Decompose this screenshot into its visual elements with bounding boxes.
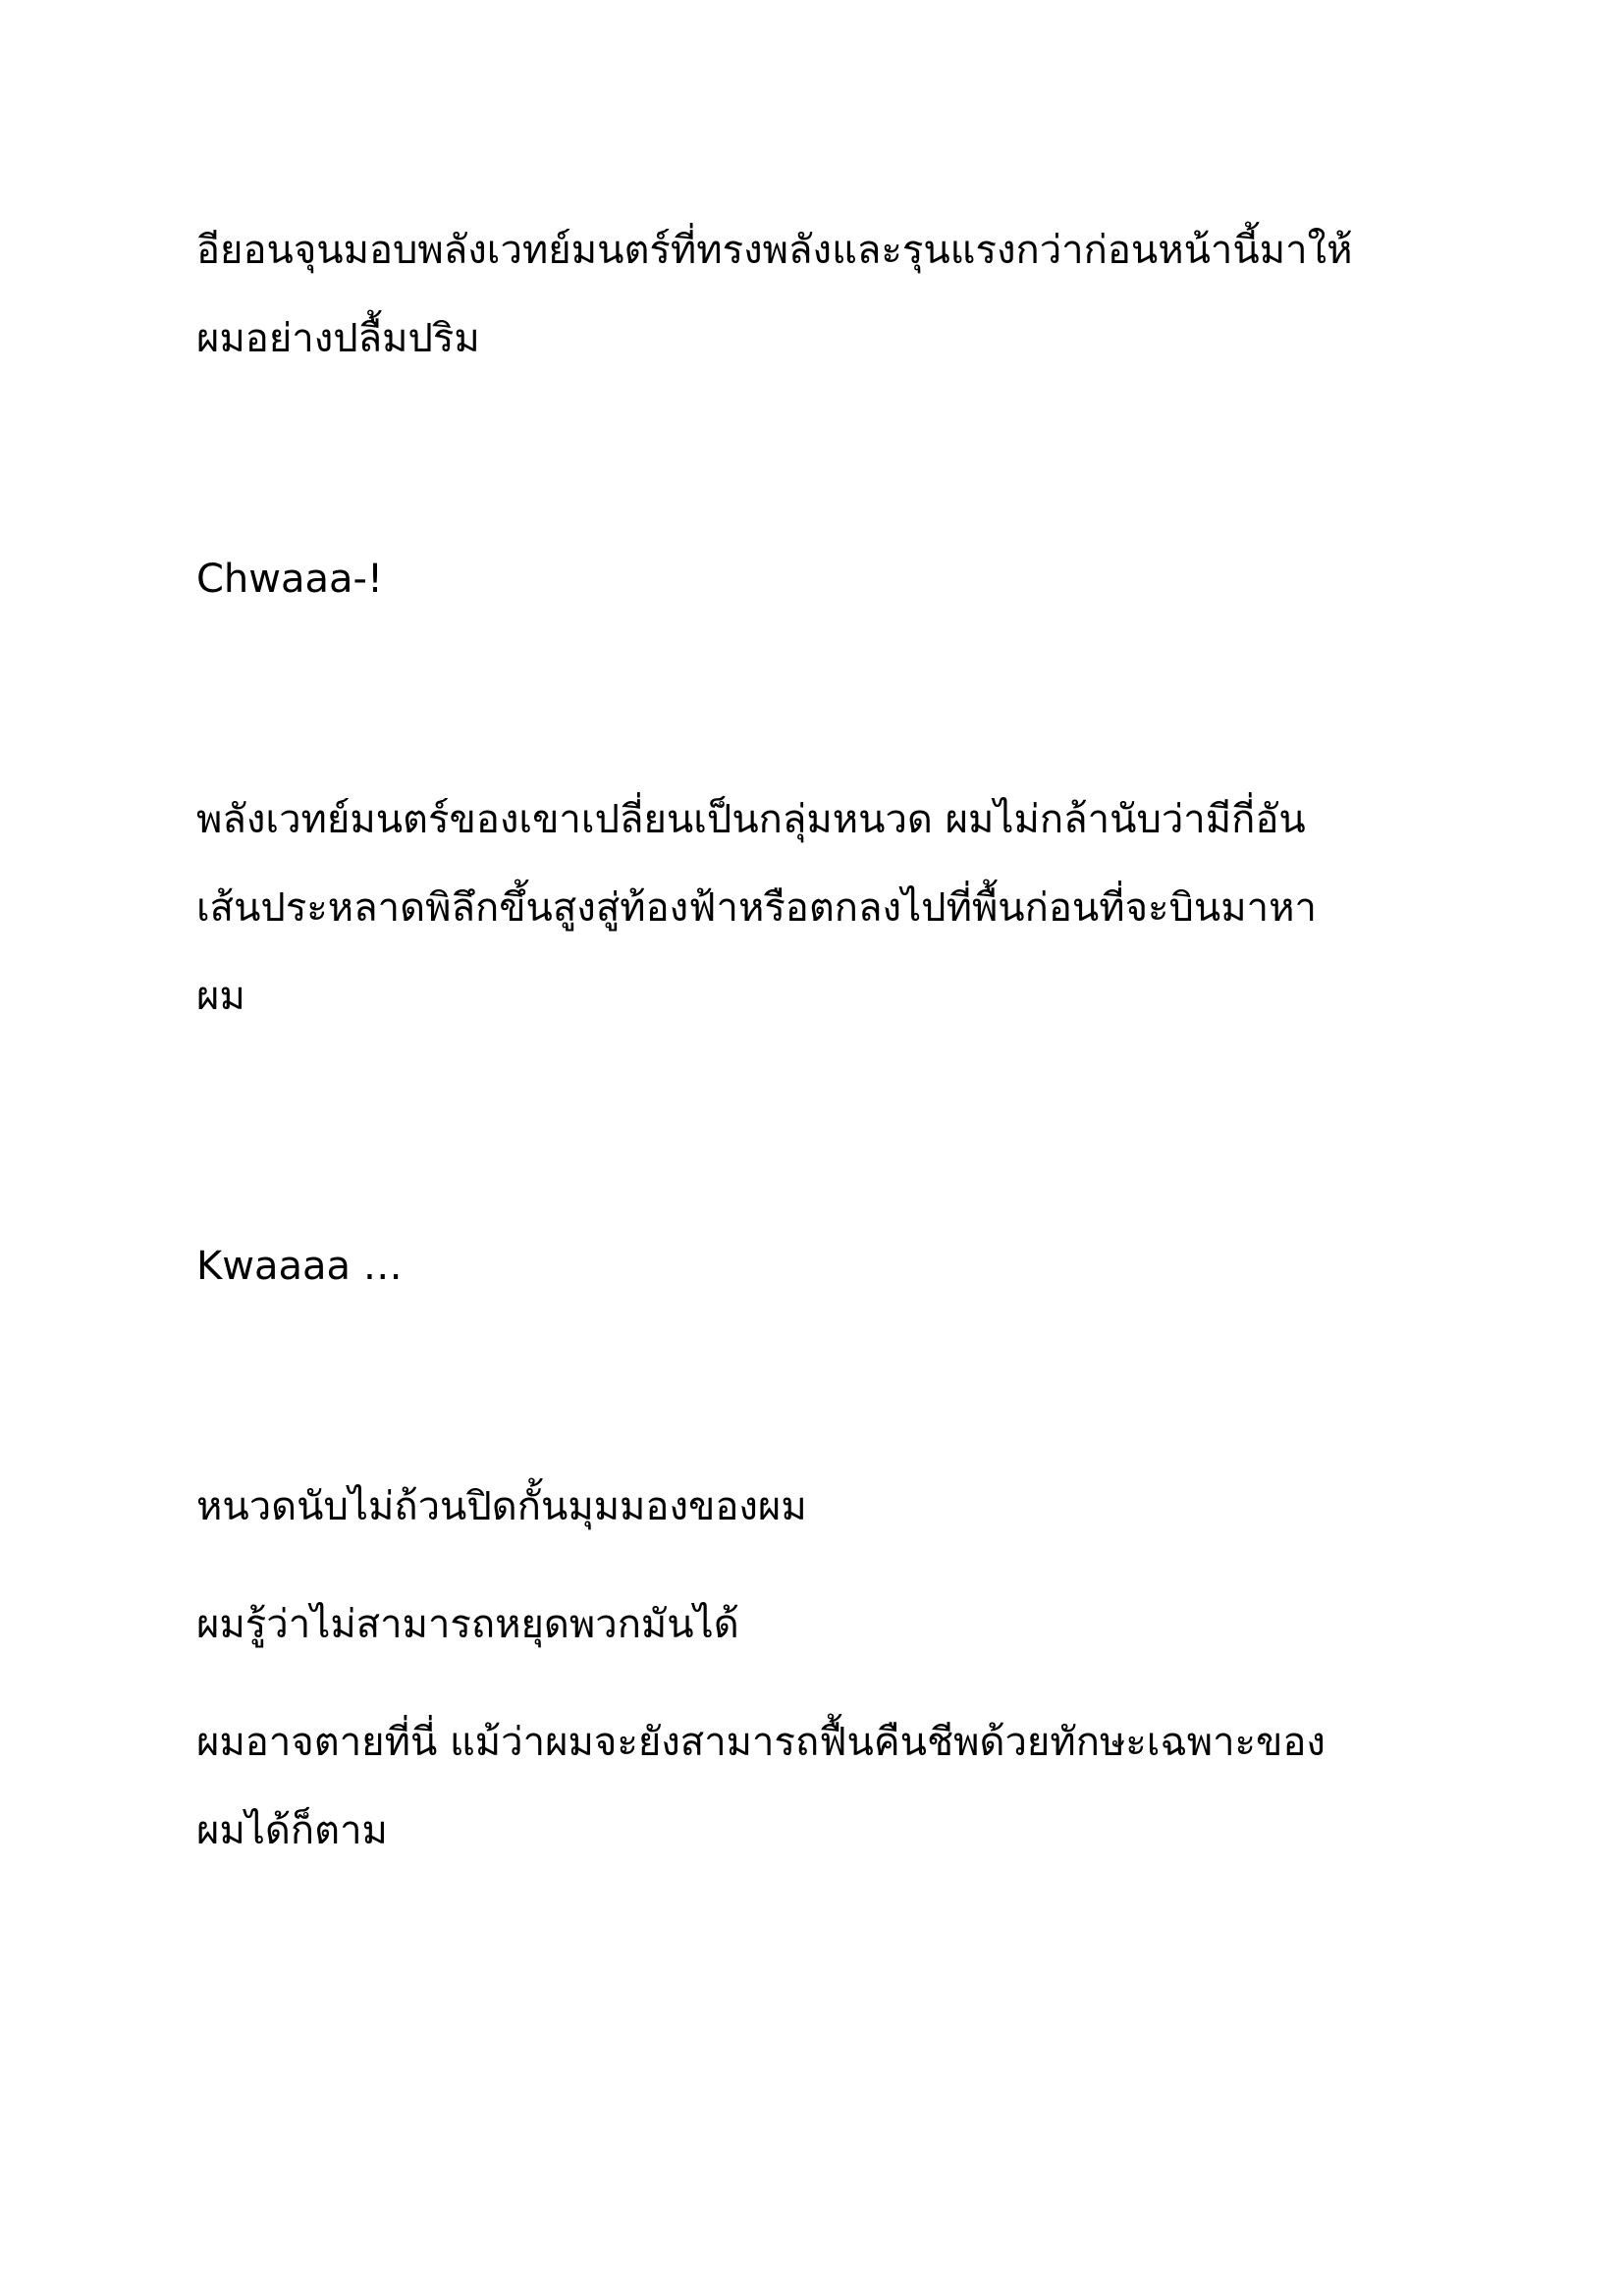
text-line: เส้นประหลาดพิลึกขึ้นสูงสู่ท้องฟ้าหรือตกลงไปที่พื้นก่อนที่จะบินมาหา (196, 885, 1317, 931)
text-line: หนวดนับไม่ถ้วนปิดกั้นมุมมองของผม (196, 1484, 807, 1529)
text-line: อียอนจุนมอบพลังเวทย์มนตร์ที่ทรงพลังและรุนแรงกว่าก่อนหน้านี้มาให้ (196, 228, 1353, 273)
text-line: Chwaaa-! (196, 557, 383, 602)
paragraph-1 (196, 206, 1473, 383)
text-line: Kwaaaa … (196, 1244, 403, 1289)
paragraph-7 (196, 1698, 1473, 1875)
paragraph-2 (196, 535, 1473, 623)
paragraph-3 (196, 775, 1473, 1041)
text-line: ผมอย่างปลื้มปริม (196, 316, 480, 361)
paragraph-5 (196, 1463, 1473, 1551)
text-line: ผมอาจตายที่นี่ แม้ว่าผมจะยังสามารถฟื้นคืนชีพด้วยทักษะเฉพาะของ (196, 1720, 1326, 1765)
paragraph-4 (196, 1222, 1473, 1310)
text-line: พลังเวทย์มนตร์ของเขาเปลี่ยนเป็นกลุ่มหนวด ผมไม่กล้านับว่ามีกี่อัน (196, 797, 1306, 842)
text-line: ผมได้ก็ตาม (196, 1808, 388, 1853)
text-line: ผม (196, 974, 245, 1019)
paragraph-6 (196, 1580, 1473, 1669)
text-line: ผมรู้ว่าไม่สามารถหยุดพวกมันได้ (196, 1602, 739, 1647)
